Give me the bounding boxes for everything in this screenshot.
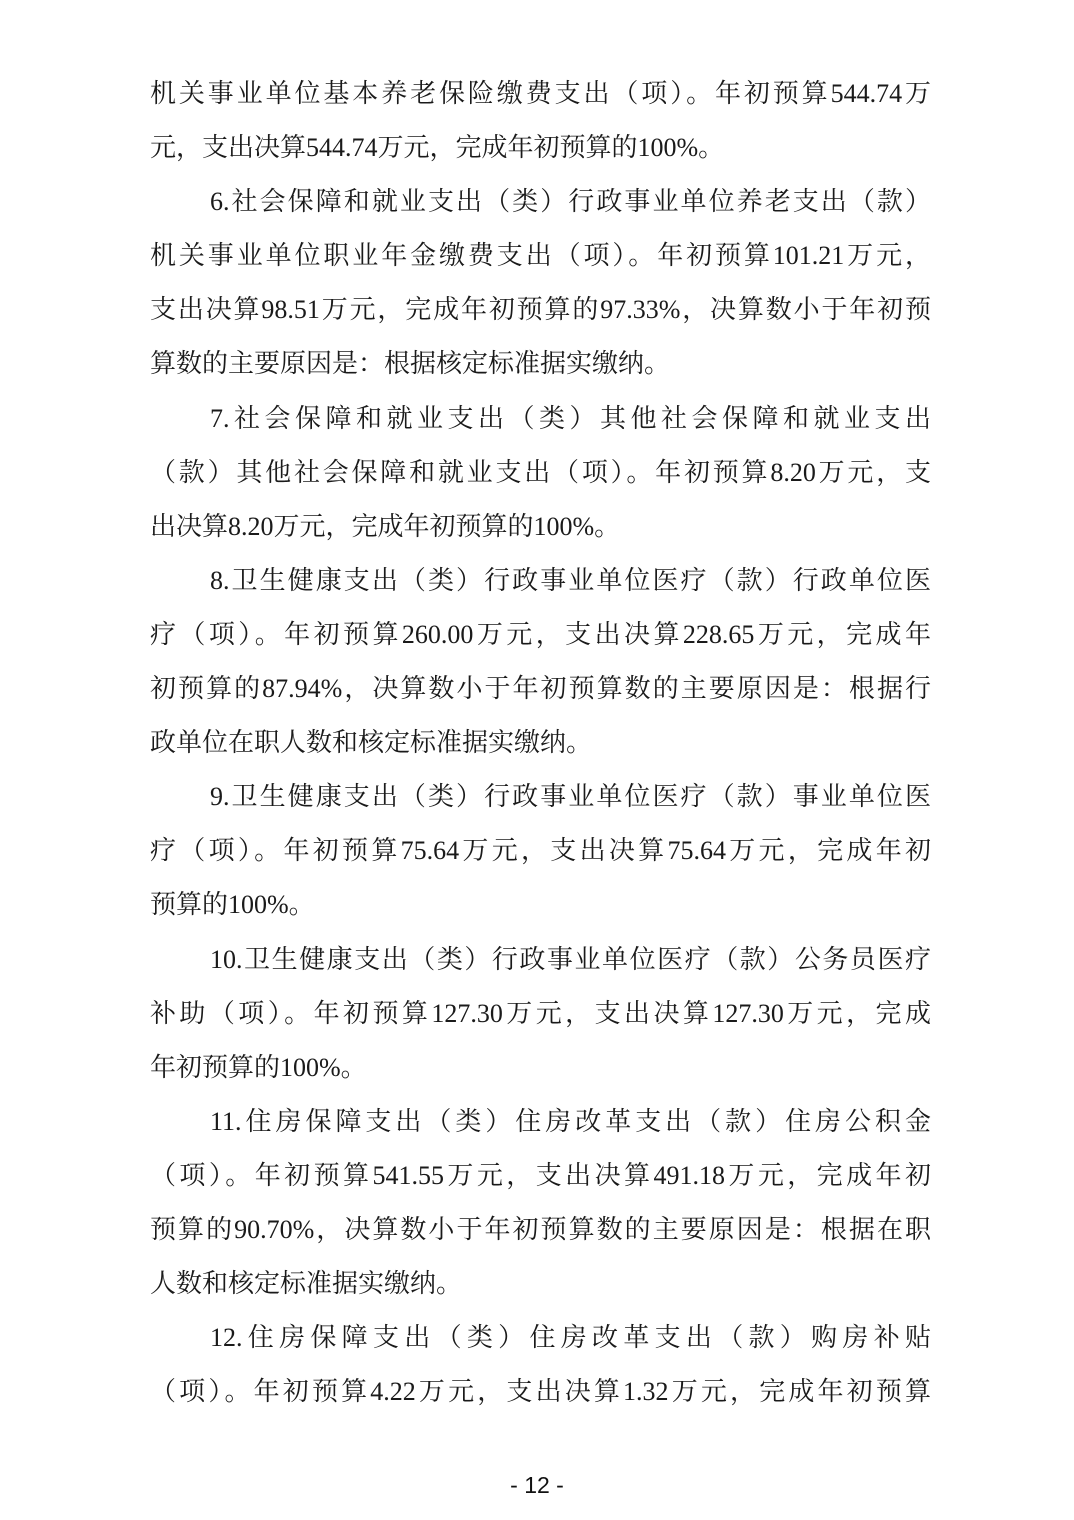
text-line: （项）。年初预算541.55万元，支出决算491.18万元，完成年初 (150, 1160, 931, 1190)
text-line: 年初预算的100%。 (150, 1052, 367, 1082)
paragraph-item-10 (150, 933, 931, 1095)
text-line: 12.住房保障支出（类）住房改革支出（款）购房补贴 (210, 1323, 931, 1353)
text-line: 机关事业单位基本养老保险缴费支出（项）。年初预算544.74万 (150, 79, 931, 108)
text-line: 预算的90.70%，决算数小于年初预算数的主要原因是：根据在职 (150, 1214, 931, 1244)
text-line: 预算的100%。 (150, 890, 315, 920)
text-line: 支出决算98.51万元，完成年初预算的97.33%，决算数小于年初预 (150, 295, 931, 325)
text-line: 初预算的87.94%，决算数小于年初预算数的主要原因是：根据行 (150, 674, 931, 704)
text-line: 10.卫生健康支出（类）行政事业单位医疗（款）公务员医疗 (210, 944, 931, 974)
text-line: （款）其他社会保障和就业支出（项）。年初预算8.20万元，支 (150, 457, 931, 487)
text-line: 元，支出决算544.74万元，完成年初预算的100%。 (150, 133, 725, 163)
text-line: 8.卫生健康支出（类）行政事业单位医疗（款）行政单位医 (210, 565, 931, 595)
text-line: （项）。年初预算4.22万元，支出决算1.32万元，完成年初预算 (150, 1377, 931, 1407)
text-line: 11.住房保障支出（类）住房改革支出（款）住房公积金 (210, 1106, 931, 1136)
document-body (150, 67, 931, 1419)
text-line: 9.卫生健康支出（类）行政事业单位医疗（款）事业单位医 (210, 782, 931, 812)
text-line: 算数的主要原因是：根据核定标准据实缴纳。 (150, 349, 671, 379)
text-line: 6.社会保障和就业支出（类）行政事业单位养老支出（款） (210, 187, 931, 217)
paragraph-item-11 (150, 1095, 931, 1311)
paragraph-item-8 (150, 554, 931, 770)
text-line: 7.社会保障和就业支出（类）其他社会保障和就业支出 (210, 403, 931, 433)
text-line: 疗（项）。年初预算260.00万元，支出决算228.65万元，完成年 (150, 619, 931, 649)
paragraph-item-6 (150, 175, 931, 391)
paragraph-item-9 (150, 770, 931, 932)
text-line: 机关事业单位职业年金缴费支出（项）。年初预算101.21万元， (150, 241, 931, 271)
text-line: 出决算8.20万元，完成年初预算的100%。 (150, 511, 621, 541)
text-line: 人数和核定标准据实缴纳。 (150, 1269, 463, 1299)
paragraph-item-7 (150, 392, 931, 554)
text-line: 补助（项）。年初预算127.30万元，支出决算127.30万元，完成 (150, 998, 931, 1028)
paragraph-item-5-continuation (150, 67, 931, 175)
text-line: 疗（项）。年初预算75.64万元，支出决算75.64万元，完成年初 (150, 836, 931, 866)
paragraph-item-12 (150, 1311, 931, 1419)
page-number: - 12 - (510, 1472, 564, 1498)
text-line: 政单位在职人数和核定标准据实缴纳。 (150, 728, 593, 758)
